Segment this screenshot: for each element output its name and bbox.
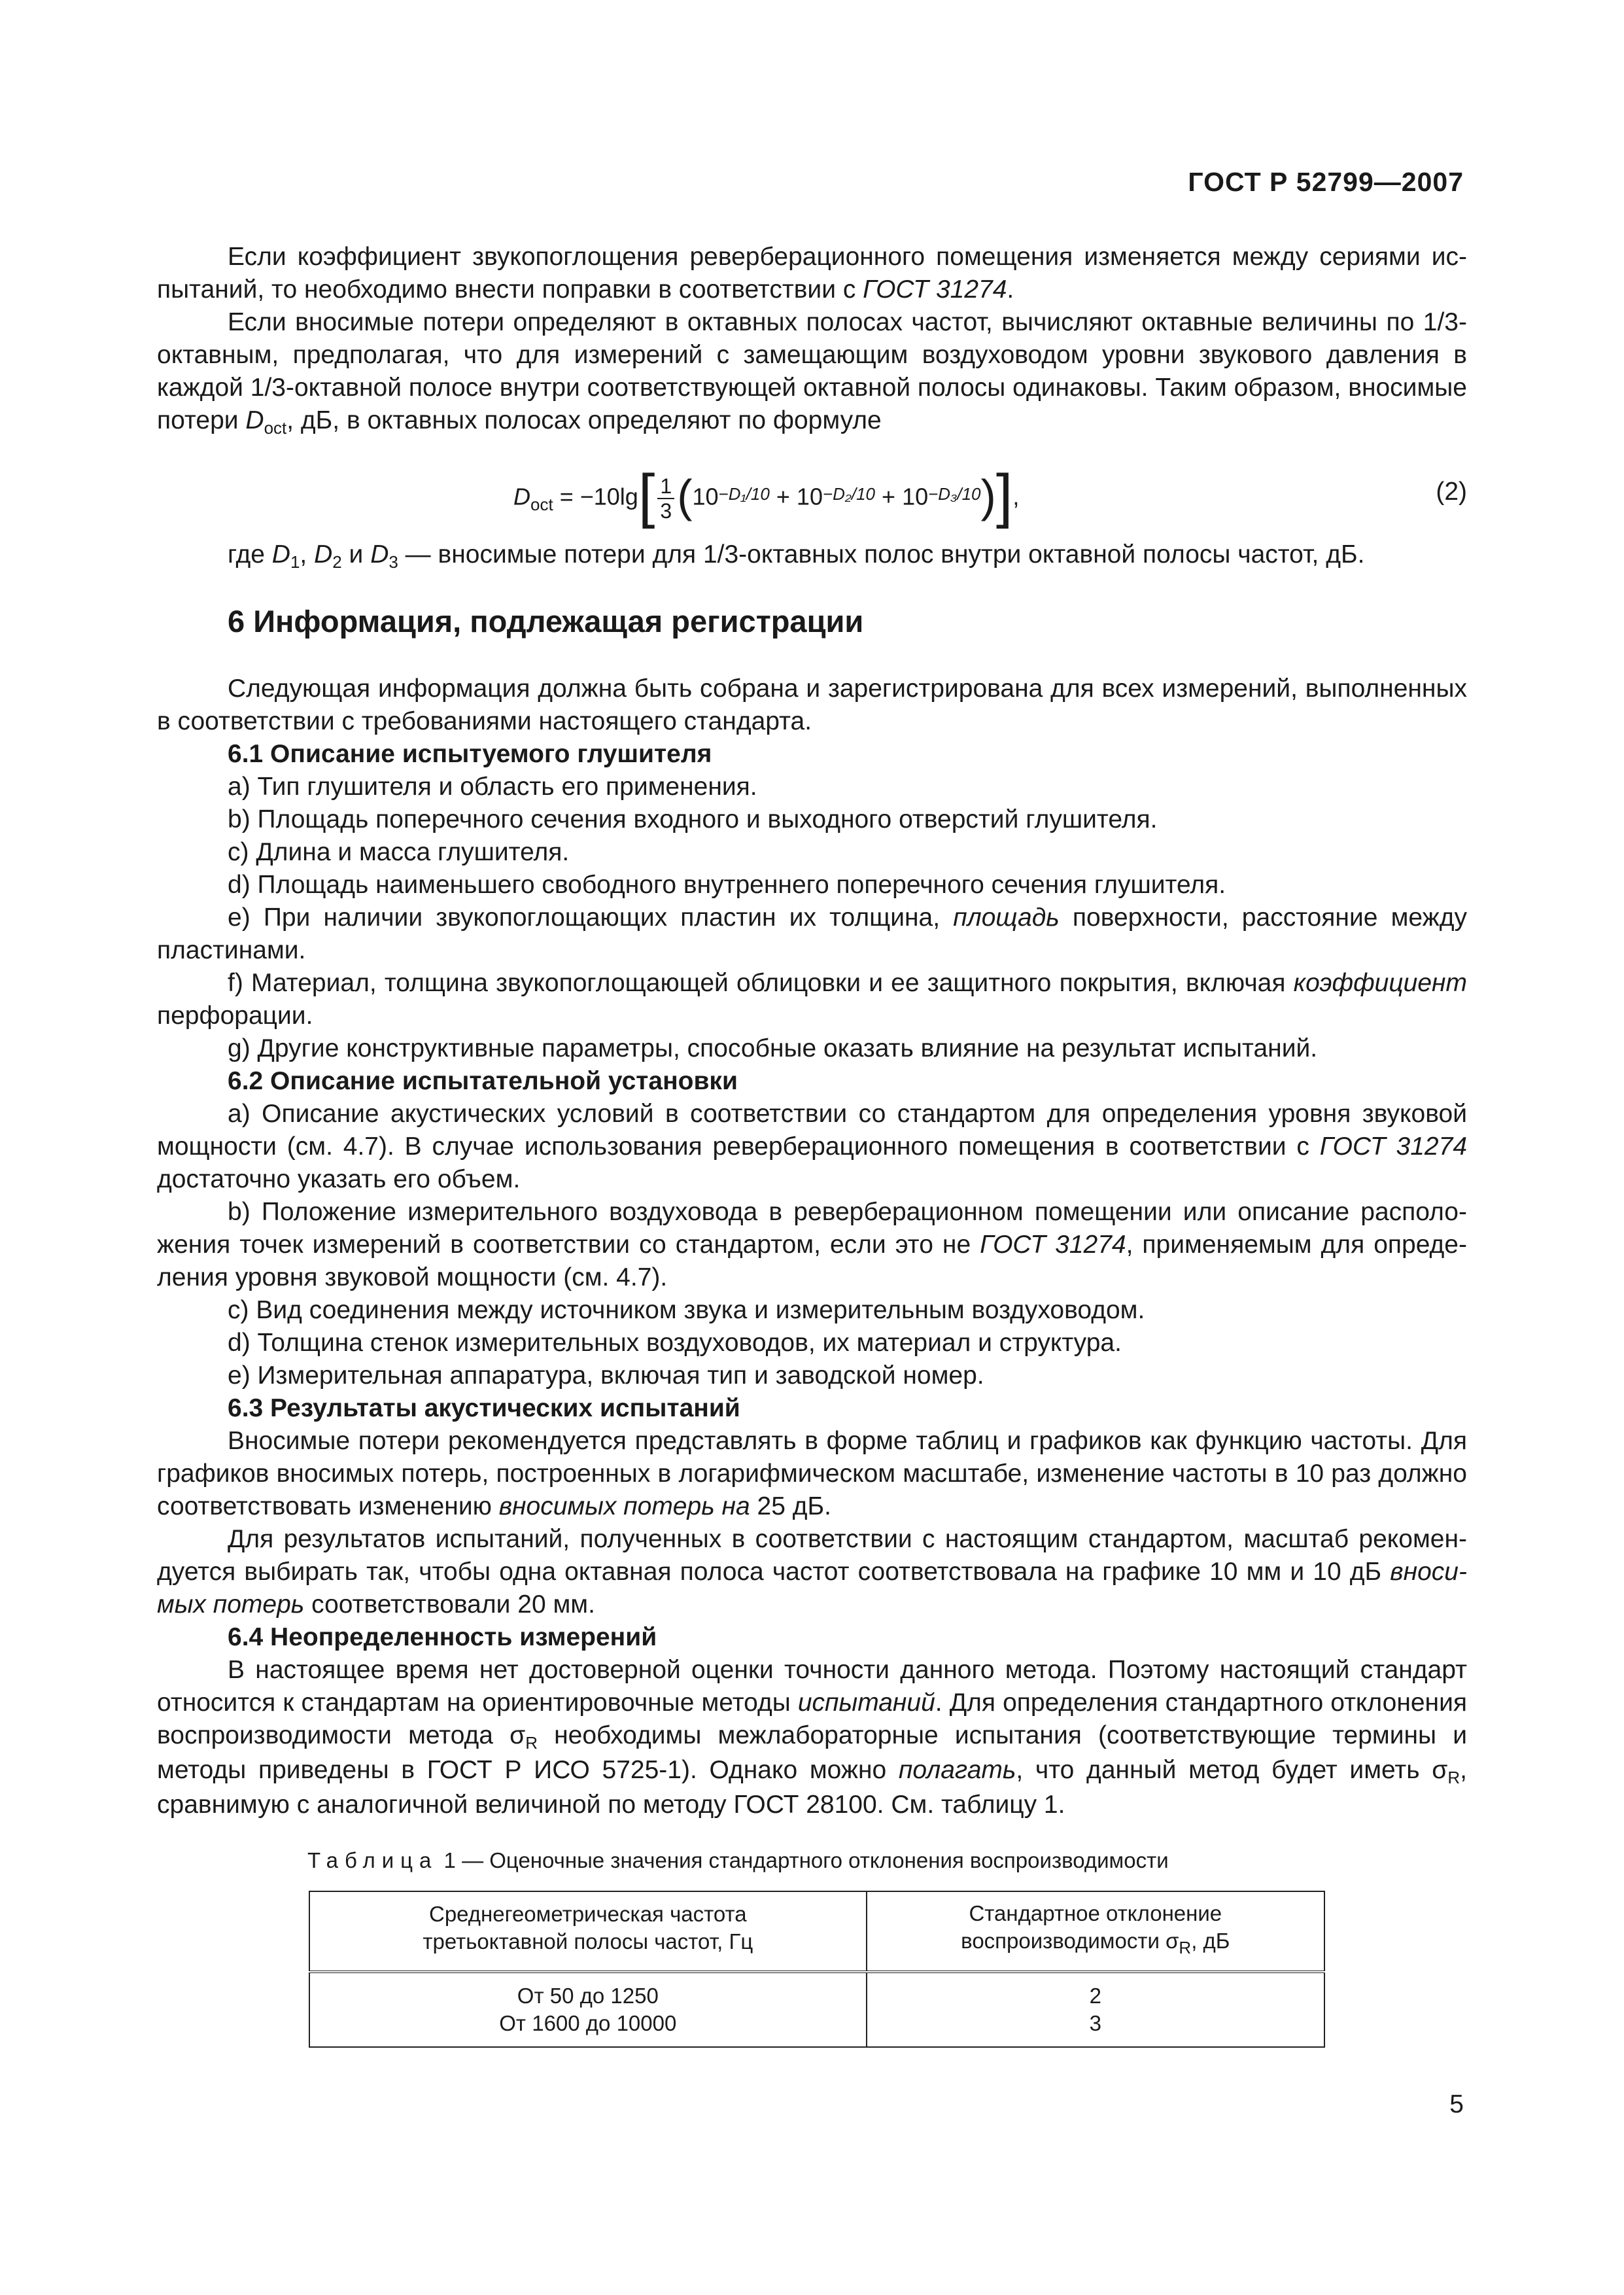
- text: ,: [300, 540, 315, 569]
- cell-value: 2: [867, 1973, 1324, 2010]
- text: В настоящее время нет достоверной оценки точности данного метода. Поэтому настоящий стандарт относится к стандартам на ориентировочные методы: [157, 1656, 1467, 1717]
- text-italic: вносимых потерь на: [498, 1492, 750, 1520]
- text-italic: вносимых потерь: [157, 1558, 1467, 1619]
- list-item: d) Площадь наименьшего свободного внутреннего поперечного сечения глушителя.: [228, 871, 1226, 899]
- symbol: D: [271, 540, 290, 569]
- text: , дБ, в октавных полосах определяют по формуле: [286, 406, 882, 434]
- subscript: 3: [389, 552, 398, 572]
- text: е) При наличии звукопоглощающих пластин их толщина,: [228, 903, 954, 932]
- punctuation: ,: [1012, 483, 1020, 510]
- text: .: [1007, 275, 1014, 304]
- formula-2: [157, 456, 1467, 529]
- paragraph: [157, 1654, 1467, 1821]
- column-header-frequency: [309, 1891, 867, 1972]
- numerator: 1: [657, 474, 674, 499]
- text: , что данный метод будет иметь σ: [1016, 1756, 1448, 1784]
- list-item: [157, 1196, 1467, 1294]
- list-item: [157, 1098, 1467, 1196]
- exponent: −D₃/10: [928, 483, 981, 504]
- paragraph-where: [157, 538, 1467, 573]
- text: необходимы межлабораторные испытания (соответствующие термины и методы приведены в ГОСТ Р ИСО 5725-1). Однако можно: [157, 1721, 1467, 1784]
- cell-value: 3: [867, 2010, 1324, 2047]
- subscript: R: [525, 1733, 538, 1753]
- formula-number: (2): [1436, 478, 1467, 506]
- bracket: ]: [995, 463, 1013, 529]
- standard-reference: ГОСТ 31274: [863, 275, 1007, 304]
- subscript: R: [1179, 1938, 1192, 1957]
- text-italic: испытаний: [797, 1689, 935, 1717]
- text: , применяемым для определения уровня звуковой мощности (см. 4.7).: [157, 1231, 1467, 1291]
- cell-range: От 50 до 1250: [309, 1973, 867, 2010]
- list-item: с) Вид соединения между источником звука и измерительным воздуховодом.: [228, 1296, 1145, 1324]
- list-item: [157, 967, 1467, 1032]
- paren: (: [677, 470, 693, 521]
- header-line: Среднегеометрическая частота: [428, 1902, 747, 1926]
- page-body: [157, 241, 1467, 2048]
- text-italic: полагать: [898, 1756, 1016, 1784]
- header-line: воспроизводимости σ: [961, 1929, 1179, 1953]
- subscript: oct: [530, 494, 553, 514]
- table-row: [309, 1973, 1324, 2010]
- formula-lhs: D: [513, 483, 530, 510]
- text: f) Материал, толщина звукопоглощающей облицовки и ее защитного покрытия, включая: [228, 969, 1294, 997]
- formula-expression: [513, 463, 1020, 529]
- symbol: D: [314, 540, 333, 569]
- operator: +: [882, 483, 896, 510]
- paragraph: [157, 1523, 1467, 1621]
- text: перфорации.: [157, 1002, 313, 1030]
- text: где: [228, 540, 272, 569]
- table-caption: [307, 1848, 1467, 1874]
- text-italic: коэффициент: [1293, 969, 1467, 997]
- text: . Для определения стандартного отклонения воспроизводимости метода σ: [157, 1689, 1467, 1749]
- text: и: [341, 540, 371, 569]
- fraction: [657, 474, 674, 523]
- text: достаточно указать его объем.: [157, 1165, 521, 1193]
- caption-text: 1 — Оценочные значения стандартного отклонения воспроизводимости: [438, 1848, 1169, 1872]
- paragraph-octave-bands: [157, 306, 1467, 439]
- text: , сравнимую с аналогичной величиной по методу ГОСТ 28100. См. таблицу 1.: [157, 1756, 1467, 1819]
- text-italic: площадь: [953, 903, 1060, 932]
- section-title: 6 Информация, подлежащая регистрации: [228, 604, 864, 639]
- text: Для результатов испытаний, полученных в соответствии с настоящим стандартом, масштаб рекомендуется выбирать так, чтобы одна октавная полоса частот соответствовала на графике 10 мм и 10 дБ: [157, 1525, 1467, 1586]
- text: Если коэффициент звукопоглощения реверберационного помещения изменяется между сериями испытаний, то необходимо внести поправки в соответствии с: [157, 243, 1467, 304]
- list-item: g) Другие конструктивные параметры, способные оказать влияние на результат испытаний.: [228, 1034, 1318, 1062]
- paren: ): [980, 470, 996, 521]
- denominator: 3: [660, 499, 672, 523]
- header-line: третьоктавной полосы частот, Гц: [423, 1929, 753, 1953]
- column-header-deviation: [867, 1891, 1324, 1972]
- list-item: а) Тип глушителя и область его применения.: [228, 773, 757, 801]
- list-item: d) Толщина стенок измерительных воздуховодов, их материал и структура.: [228, 1329, 1122, 1357]
- term: 10: [796, 483, 823, 510]
- subsection-title: 6.1 Описание испытуемого глушителя: [228, 740, 712, 768]
- header-line: Стандартное отклонение: [969, 1901, 1222, 1925]
- subscript: R: [1447, 1768, 1460, 1787]
- subscript: 1: [290, 552, 300, 572]
- subsection-title: 6.2 Описание испытательной установки: [228, 1067, 738, 1095]
- document-header: ГОСТ Р 52799—2007: [1188, 167, 1464, 197]
- formula-operator: = −10lg: [559, 483, 638, 510]
- text: соответствовали 20 мм.: [304, 1590, 595, 1619]
- symbol: D: [245, 406, 264, 434]
- bracket: [: [638, 463, 655, 529]
- text: 25 дБ.: [750, 1492, 831, 1520]
- list-item: с) Длина и масса глушителя.: [228, 838, 570, 866]
- table-reproducibility: [309, 1891, 1325, 2048]
- text: Вносимые потери рекомендуется представлять в форме таблиц и графиков как функцию частоты. Для графиков вносимых потерь, построенных в логарифмическом масштабе, изменение частоты в 10 раз должно соответствовать изменению: [157, 1427, 1467, 1520]
- term: 10: [692, 483, 719, 510]
- paragraph: [157, 1425, 1467, 1523]
- text: Если вносимые потери определяют в октавных полосах частот, вычисляют октавные величины по 1/3-октавным, предполагая, что для измерений с замещающим воздуховодом уровни звукового давления в каждой 1/3-октавной полосе внутри соответствующей октавной полосы одинаковы. Таким образом, вносимые потери: [157, 308, 1467, 434]
- list-item: b) Площадь поперечного сечения входного и выходного отверстий глушителя.: [228, 805, 1158, 833]
- term: 10: [902, 483, 929, 510]
- page-number: 5: [1449, 2090, 1464, 2118]
- exponent: −D₂/10: [822, 483, 875, 504]
- subscript: 2: [332, 552, 342, 572]
- list-item: е) Измерительная аппаратура, включая тип и заводской номер.: [228, 1361, 984, 1390]
- header-line: , дБ: [1191, 1929, 1230, 1953]
- subscript: oct: [264, 418, 287, 438]
- subsection-title: 6.4 Неопределенность измерений: [228, 1623, 657, 1651]
- standard-reference: ГОСТ 31274: [1319, 1132, 1468, 1161]
- operator: +: [776, 483, 790, 510]
- table-row: [309, 2010, 1324, 2047]
- list-item: [157, 902, 1467, 967]
- cell-range: От 1600 до 10000: [309, 2010, 867, 2047]
- text: поверхности, расстояние между пластинами.: [157, 903, 1467, 964]
- exponent: −D₁/10: [718, 483, 770, 504]
- text: а) Описание акустических условий в соответствии со стандартом для определения уровня звуковой мощности (см. 4.7). В случае использования реверберационного помещения в соответствии с: [157, 1100, 1467, 1161]
- symbol: D: [370, 540, 389, 569]
- text: — вносимые потери для 1/3-октавных полос внутри октавной полосы частот, дБ.: [398, 540, 1365, 569]
- section-intro: Следующая информация должна быть собрана и зарегистрирована для всех измерений, выполненных в соответствии с требованиями настоящего стандарта.: [157, 674, 1467, 735]
- caption-label: Таблица: [307, 1848, 438, 1872]
- text: b) Положение измерительного воздуховода в реверберационном помещении или описание расположения точек измерений в соответствии со стандартом, если это не: [157, 1198, 1467, 1259]
- paragraph-correction: [157, 241, 1467, 306]
- subsection-title: 6.3 Результаты акустических испытаний: [228, 1394, 740, 1422]
- standard-reference: ГОСТ 31274: [980, 1231, 1126, 1259]
